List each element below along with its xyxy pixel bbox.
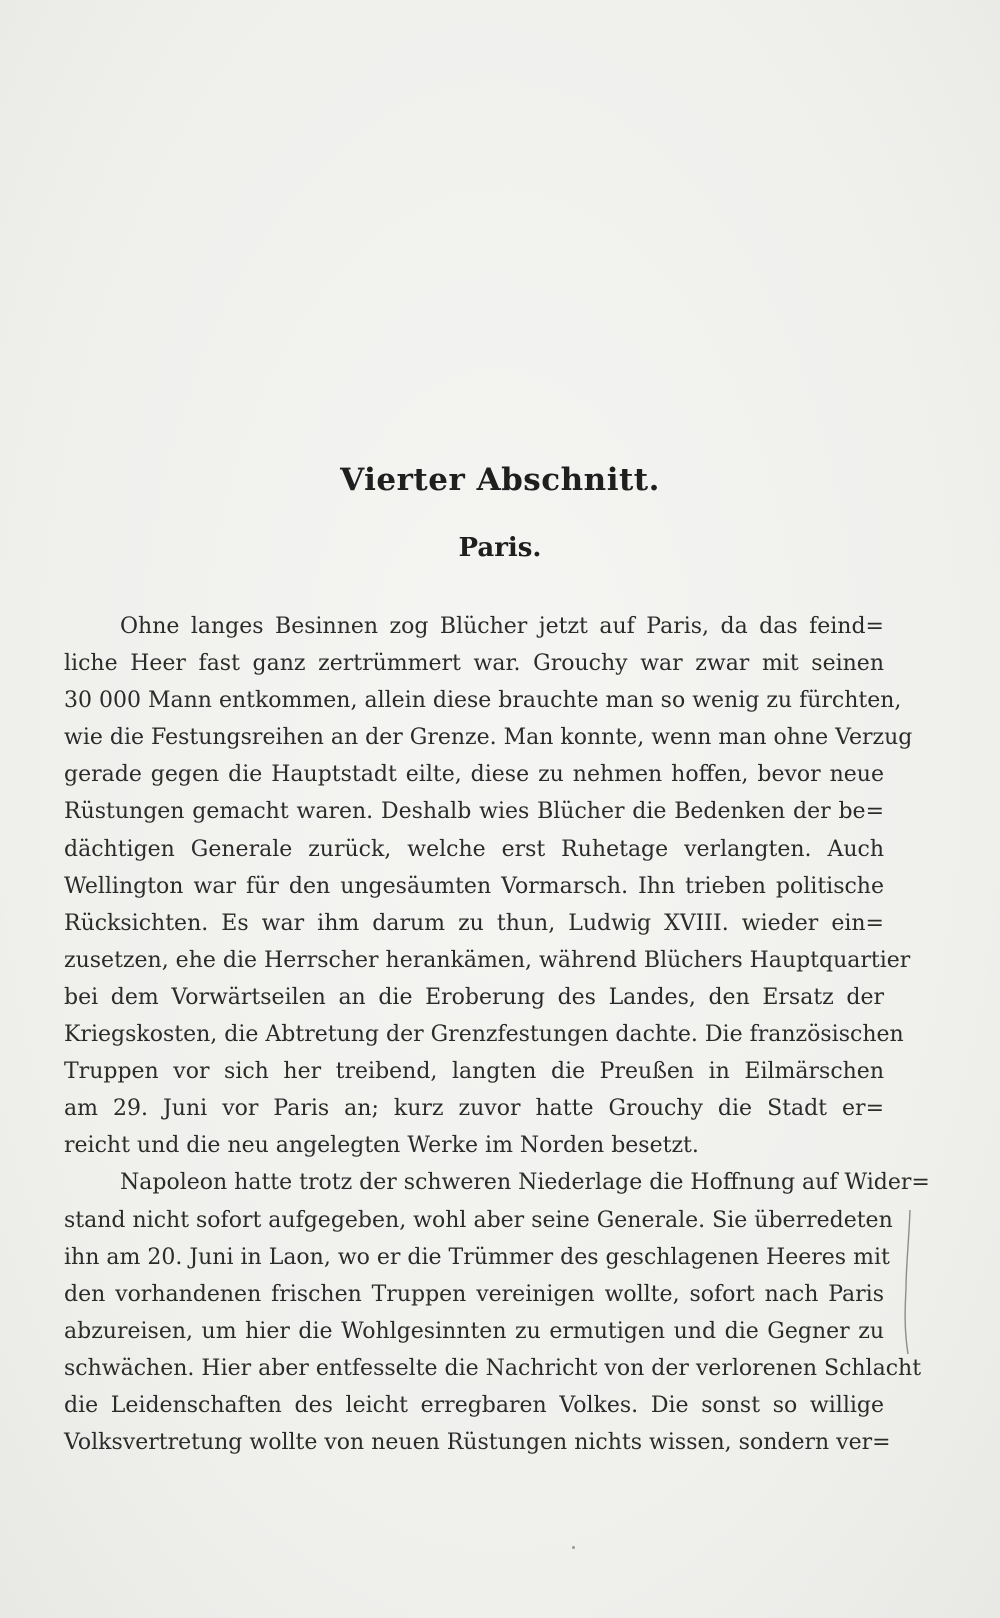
text-line: ihn am 20. Juni in Laon, wo er die Trümmer des geschlagenen Heeres mit	[64, 1244, 890, 1270]
text-line: den vorhandenen frischen Truppen vereinigen wollte, sofort nach Paris	[64, 1281, 884, 1307]
text-line: liche Heer fast ganz zertrümmert war. Grouchy war zwar mit seinen	[64, 651, 884, 677]
body-text	[64, 608, 930, 1461]
text-line: Kriegskosten, die Abtretung der Grenzfestungen dachte. Die französischen	[64, 1022, 904, 1048]
text-line: gerade gegen die Hauptstadt eilte, diese zu nehmen hoffen, bevor neue	[64, 762, 884, 788]
text-line: zusetzen, ehe die Herrscher herankämen, während Blüchers Hauptquartier	[64, 947, 911, 973]
text-line: Volksvertretung wollte von neuen Rüstungen nichts wissen, sondern ver=	[64, 1430, 891, 1456]
text-line: reicht und die neu angelegten Werke im Norden besetzt.	[64, 1133, 699, 1159]
pencil-margin-mark	[900, 1208, 914, 1356]
text-line: wie die Festungsreihen an der Grenze. Man konnte, wenn man ohne Verzug	[64, 725, 913, 751]
paper-speck	[572, 1546, 575, 1549]
text-line: Truppen vor sich her treibend, langten die Preußen in Eilmärschen	[64, 1059, 884, 1085]
text-line: dächtigen Generale zurück, welche erst Ruhetage verlangten. Auch	[64, 836, 884, 862]
text-line: abzureisen, um hier die Wohlgesinnten zu ermutigen und die Gegner zu	[64, 1318, 884, 1344]
text-line: Rüstungen gemacht waren. Deshalb wies Blücher die Bedenken der be=	[64, 799, 884, 825]
text-line: Ohne langes Besinnen zog Blücher jetzt auf Paris, da das feind=	[120, 614, 884, 639]
section-heading: Vierter Abschnitt.	[340, 462, 660, 498]
text-line: 30 000 Mann entkommen, allein diese brauchte man so wenig zu fürchten,	[64, 688, 902, 714]
text-line: am 29. Juni vor Paris an; kurz zuvor hatte Grouchy die Stadt er=	[64, 1096, 884, 1122]
text-line: die Leidenschaften des leicht erregbaren Volkes. Die sonst so willige	[64, 1392, 884, 1418]
text-line: stand nicht sofort aufgegeben, wohl aber seine Generale. Sie überredeten	[64, 1207, 893, 1233]
text-line: Rücksichten. Es war ihm darum zu thun, Ludwig XVIII. wieder ein=	[64, 910, 884, 936]
text-line: Wellington war für den ungesäumten Vormarsch. Ihn trieben politische	[64, 873, 884, 899]
text-line: Napoleon hatte trotz der schweren Niederlage die Hoffnung auf Wider=	[120, 1170, 930, 1196]
chapter-title: Paris.	[458, 533, 542, 563]
text-line: bei dem Vorwärtseilen an die Eroberung des Landes, den Ersatz der	[64, 984, 884, 1010]
text-line: schwächen. Hier aber entfesselte die Nachricht von der verlorenen Schlacht	[64, 1355, 922, 1381]
